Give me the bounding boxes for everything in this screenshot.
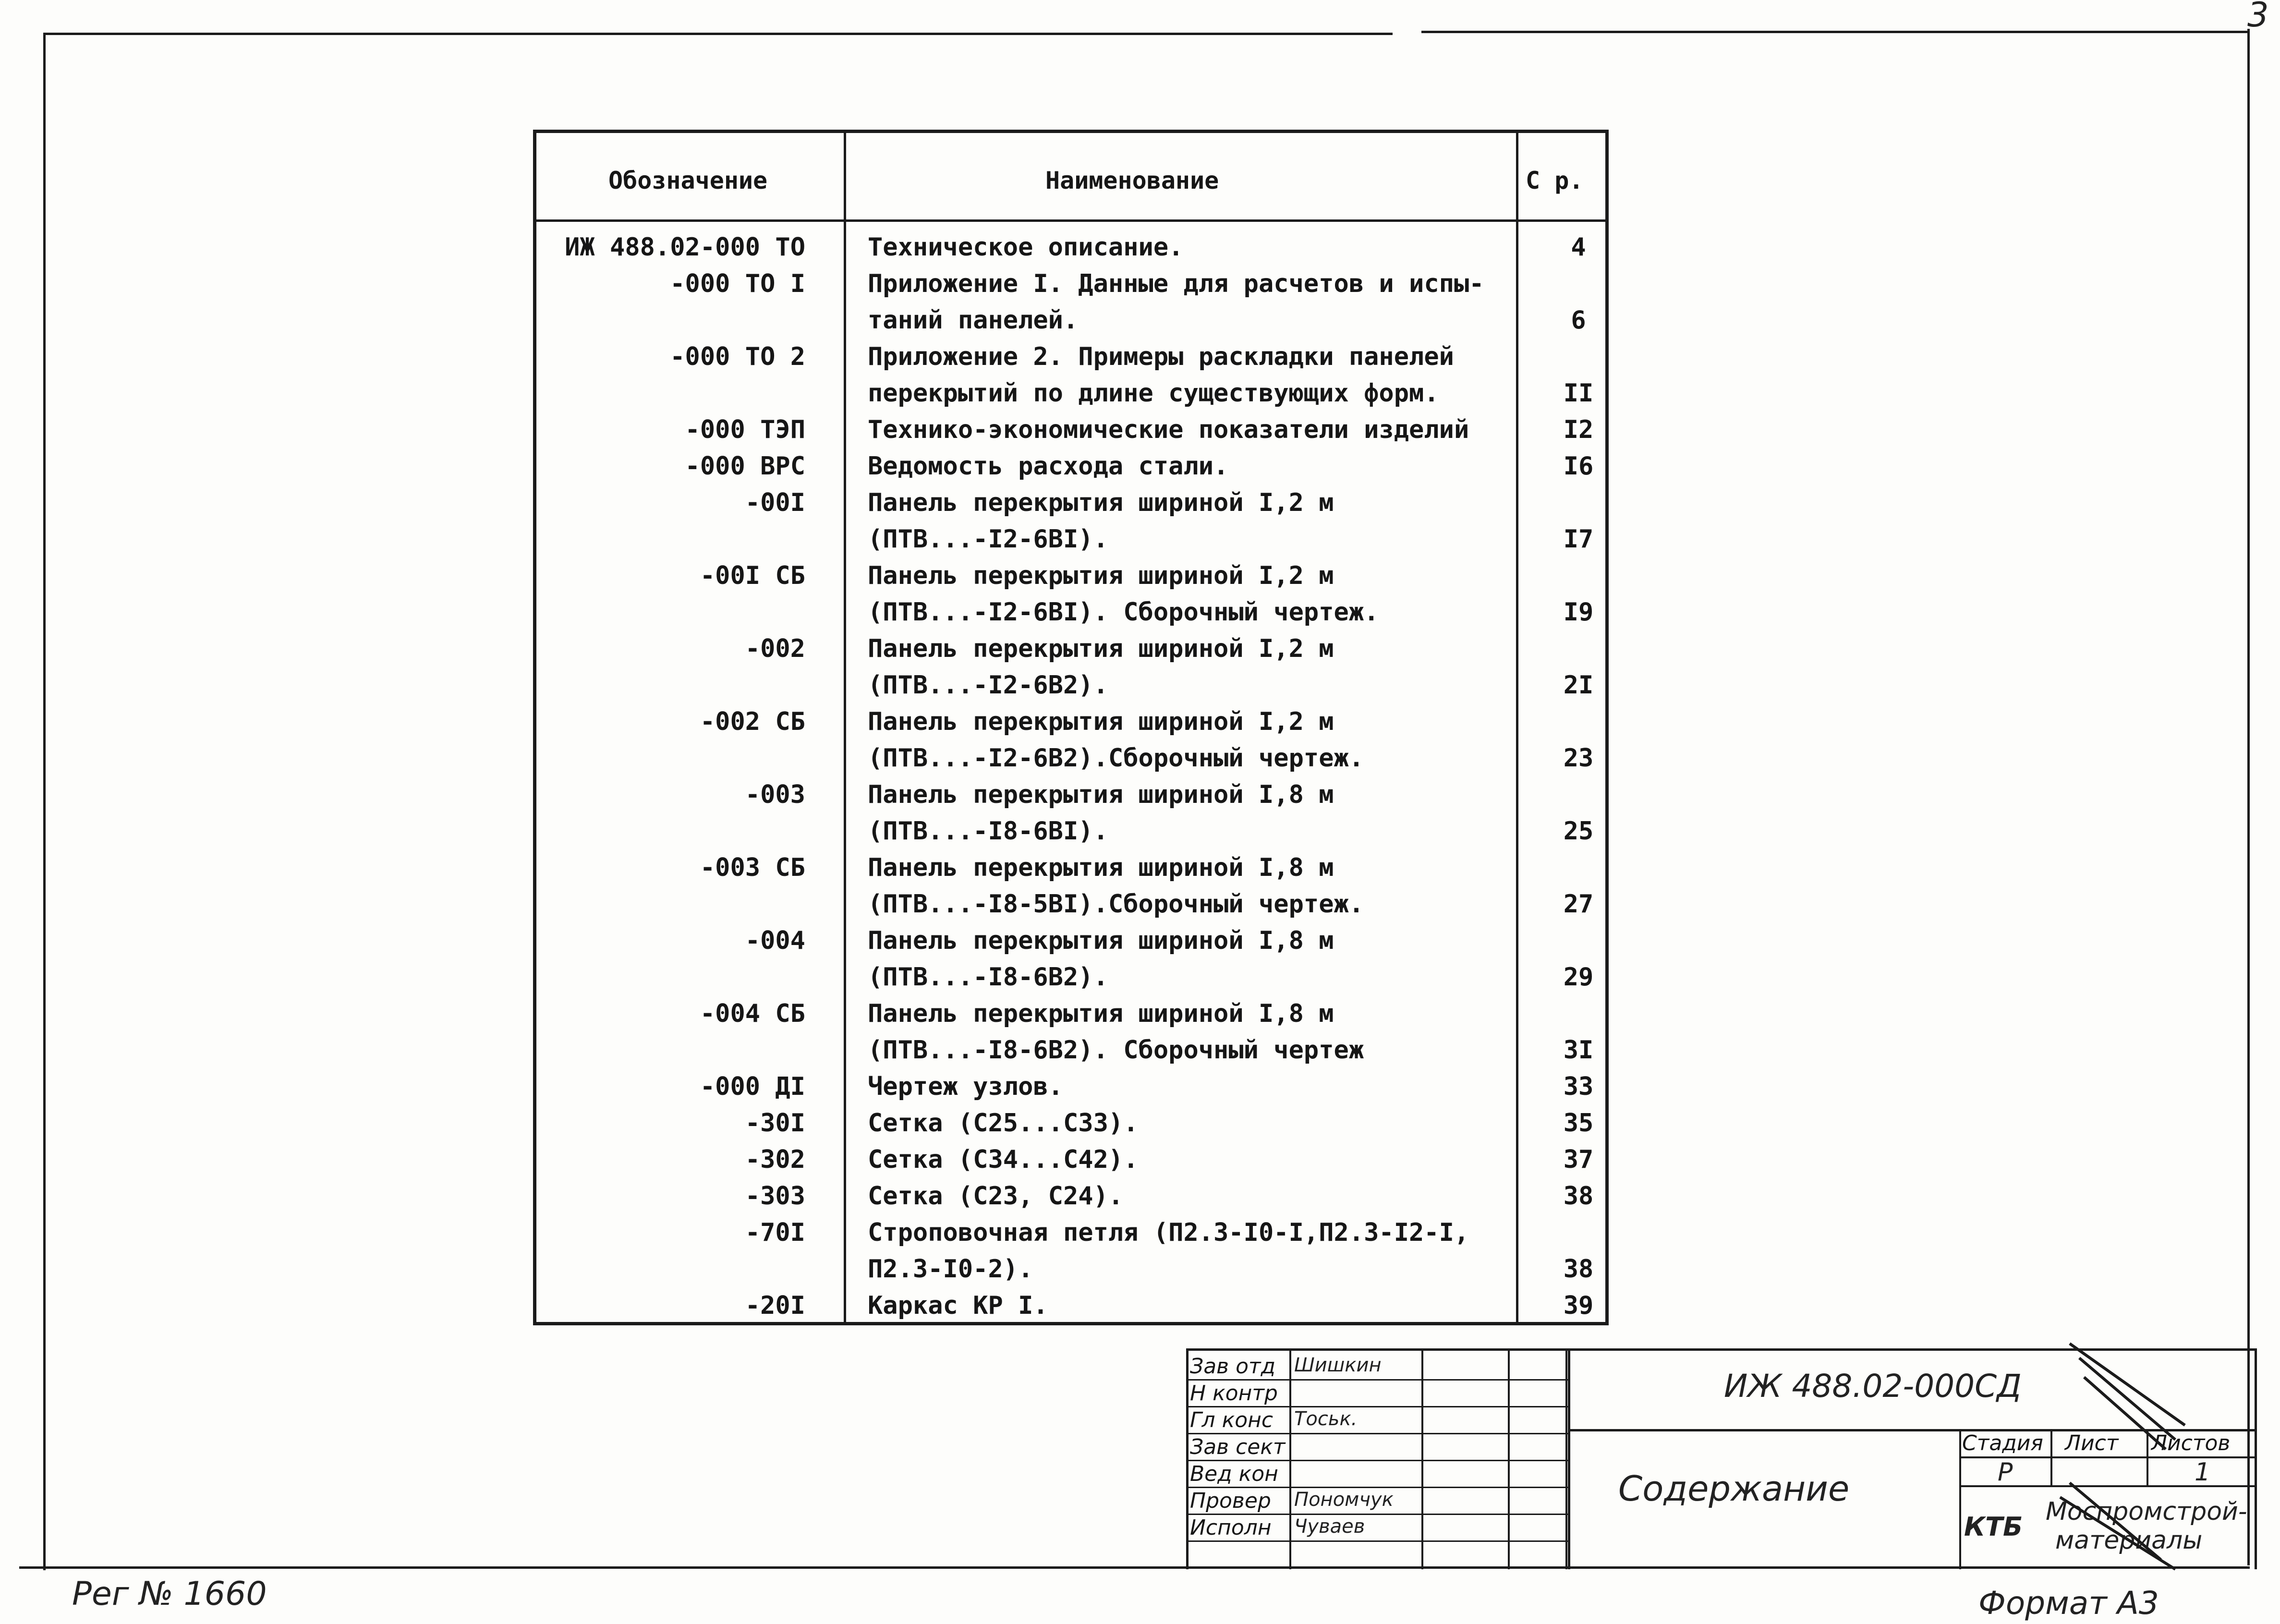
table-row xyxy=(536,229,1605,266)
row-designation: -000 ТО 2 xyxy=(670,342,805,371)
row-name-line: Панель перекрытия шириной I,8 м xyxy=(868,780,1334,809)
contents-table xyxy=(533,130,1609,1325)
right-border xyxy=(2247,29,2250,1565)
row-page: I6 xyxy=(1563,452,1594,481)
row-page: 2I xyxy=(1563,671,1594,700)
tb-row-divider xyxy=(1186,1406,1568,1407)
table-row xyxy=(536,266,1605,339)
row-name-line: Каркас КР I. xyxy=(868,1291,1048,1320)
row-page: 37 xyxy=(1563,1145,1594,1174)
row-page: 29 xyxy=(1563,963,1594,992)
tb-signature: Шишкин xyxy=(1294,1354,1382,1376)
row-designation: -30I xyxy=(745,1109,805,1138)
row-designation: -303 xyxy=(745,1182,805,1211)
row-name-line: (ПТВ...-I8-6В2). xyxy=(868,963,1108,992)
tb-role-label: Вед кон xyxy=(1190,1462,1278,1486)
row-name-line: Чертеж узлов. xyxy=(868,1072,1063,1101)
left-border xyxy=(43,34,46,1570)
row-name-line: (ПТВ...-I2-6В2). xyxy=(868,671,1108,700)
tb-row-divider xyxy=(1186,1433,1568,1434)
sheet-label: Лист xyxy=(2065,1431,2119,1455)
table-row xyxy=(536,339,1605,412)
row-page: I2 xyxy=(1563,415,1594,444)
row-designation: -000 ТЭП xyxy=(685,415,805,444)
row-page: 33 xyxy=(1563,1072,1594,1101)
row-designation: -003 xyxy=(745,780,805,809)
table-row xyxy=(536,1178,1605,1214)
tb-signature: Чуваев xyxy=(1294,1515,1365,1538)
row-page: 6 xyxy=(1571,306,1586,335)
stage-label: Стадия xyxy=(1962,1431,2043,1455)
table-row xyxy=(536,448,1605,485)
table-row xyxy=(536,995,1605,1068)
tb-v5 xyxy=(1565,1348,1567,1569)
row-name-line: Панель перекрытия шириной I,2 м xyxy=(868,634,1334,663)
row-name-line: Технико-экономические показатели изделий xyxy=(868,415,1469,444)
table-row xyxy=(536,1105,1605,1141)
table-row xyxy=(536,630,1605,703)
top-border-right xyxy=(1421,31,2247,33)
table-row xyxy=(536,1214,1605,1287)
row-name-line: Ведомость расхода стали. xyxy=(868,452,1229,481)
row-page: 23 xyxy=(1563,744,1594,773)
row-name-line: Панель перекрытия шириной I,2 м xyxy=(868,707,1334,736)
tb-role-label: Зав сект xyxy=(1190,1435,1286,1459)
hatch-marks xyxy=(2041,1329,2243,1579)
row-designation: -20I xyxy=(745,1291,805,1320)
row-name-line: (ПТВ...-I8-6ВI). xyxy=(868,817,1108,846)
row-page: 25 xyxy=(1563,817,1594,846)
row-designation: -000 ТО I xyxy=(670,269,805,298)
row-name-line: (ПТВ...-I2-6ВI). xyxy=(868,525,1108,554)
tb-v3 xyxy=(1508,1348,1510,1569)
row-name-line: П2.3-I0-2). xyxy=(868,1255,1033,1284)
row-designation: -000 ВРС xyxy=(685,452,805,481)
org-abbr: КТБ xyxy=(1964,1512,2023,1542)
header-name: Наименование xyxy=(1045,167,1219,194)
tb-signature: Тоськ. xyxy=(1294,1408,1358,1430)
table-row xyxy=(536,1287,1605,1324)
title-block xyxy=(1186,1348,2257,1574)
row-page: 35 xyxy=(1563,1109,1594,1138)
tb-role-label: Исполн xyxy=(1190,1515,1272,1540)
table-row xyxy=(536,849,1605,922)
table-row xyxy=(536,922,1605,995)
row-name-line: (ПТВ...-I2-6ВI). Сборочный чертеж. xyxy=(868,598,1379,627)
row-designation: -002 xyxy=(745,634,805,663)
table-row xyxy=(536,1141,1605,1178)
row-page: 38 xyxy=(1563,1255,1594,1284)
tb-v1 xyxy=(1289,1348,1291,1569)
format-note: Формат А3 xyxy=(1978,1585,2159,1622)
row-designation: -00I xyxy=(745,488,805,517)
row-name-line: Панель перекрытия шириной I,2 м xyxy=(868,561,1334,590)
tb-role-label: Провер xyxy=(1190,1489,1271,1513)
tb-stage-left xyxy=(1959,1429,1961,1569)
row-designation: -70I xyxy=(745,1218,805,1247)
row-name-line: таний панелей. xyxy=(868,306,1079,335)
tb-row-divider xyxy=(1186,1540,1568,1542)
sheets-label: Листов xyxy=(2151,1431,2231,1455)
row-designation: ИЖ 488.02-000 ТО xyxy=(565,233,805,262)
tb-row-divider xyxy=(1186,1460,1568,1461)
doc-code: ИЖ 488.02-000СД xyxy=(1724,1368,2022,1405)
tb-row-divider xyxy=(1186,1514,1568,1515)
table-row xyxy=(536,703,1605,776)
table-row xyxy=(536,412,1605,448)
tb-main-split xyxy=(1568,1348,1570,1569)
row-name-line: Сетка (С34...С42). xyxy=(868,1145,1139,1174)
tb-row-divider xyxy=(1186,1487,1568,1488)
table-row xyxy=(536,557,1605,630)
row-name-line: перекрытий по длине существующих форм. xyxy=(868,379,1439,408)
tb-row-divider xyxy=(1186,1379,1568,1381)
row-designation: -004 СБ xyxy=(700,999,805,1028)
header-divider xyxy=(536,219,1605,222)
table-row xyxy=(536,485,1605,557)
tb-role-label: Гл конс xyxy=(1190,1408,1273,1432)
reg-number: Рег № 1660 xyxy=(72,1575,267,1613)
sheet-mark: 3 xyxy=(2247,0,2269,35)
row-name-line: Панель перекрытия шириной I,8 м xyxy=(868,999,1334,1028)
sheets-value: 1 xyxy=(2195,1458,2211,1487)
row-page: II xyxy=(1563,379,1594,408)
row-page: I9 xyxy=(1563,598,1594,627)
row-designation: -000 ДI xyxy=(700,1072,805,1101)
tb-role-label: Зав отд xyxy=(1190,1354,1276,1379)
row-designation: -00I СБ xyxy=(700,561,805,590)
row-name-line: Сетка (С25...С33). xyxy=(868,1109,1139,1138)
stage-value: Р xyxy=(1998,1458,2013,1487)
tb-left xyxy=(1186,1348,1189,1569)
row-name-line: Сетка (С23, С24). xyxy=(868,1182,1124,1211)
top-border-left xyxy=(43,33,1393,35)
row-name-line: Техническое описание. xyxy=(868,233,1184,262)
row-name-line: (ПТВ...-I8-5ВI).Сборочный чертеж. xyxy=(868,890,1364,919)
row-page: 27 xyxy=(1563,890,1594,919)
row-page: I7 xyxy=(1563,525,1594,554)
row-designation: -302 xyxy=(745,1145,805,1174)
tb-role-label: Н контр xyxy=(1190,1381,1278,1406)
row-page: 4 xyxy=(1571,233,1586,262)
row-name-line: Приложение I. Данные для расчетов и испы- xyxy=(868,269,1484,298)
org-name-line1: Моспромстрой- xyxy=(2046,1497,2247,1526)
table-row xyxy=(536,1068,1605,1105)
table-row xyxy=(536,776,1605,849)
tb-signature: Пономчук xyxy=(1294,1489,1394,1511)
row-page: 38 xyxy=(1563,1182,1594,1211)
tb-v2 xyxy=(1421,1348,1423,1569)
row-name-line: Строповочная петля (П2.3-I0-I,П2.3-I2-I, xyxy=(868,1218,1469,1247)
row-name-line: Панель перекрытия шириной I,8 м xyxy=(868,853,1334,882)
row-designation: -003 СБ xyxy=(700,853,805,882)
doc-title: Содержание xyxy=(1618,1468,1850,1509)
header-page: С р. xyxy=(1526,167,1584,194)
row-name-line: (ПТВ...-I8-6В2). Сборочный чертеж xyxy=(868,1036,1364,1065)
row-designation: -004 xyxy=(745,926,805,955)
row-page: 39 xyxy=(1563,1291,1594,1320)
row-name-line: (ПТВ...-I2-6В2).Сборочный чертеж. xyxy=(868,744,1364,773)
header-designation: Обозначение xyxy=(608,167,768,194)
row-name-line: Панель перекрытия шириной I,2 м xyxy=(868,488,1334,517)
row-designation: -002 СБ xyxy=(700,707,805,736)
tb-right xyxy=(2255,1348,2257,1569)
org-name-line2: материалы xyxy=(2055,1526,2203,1555)
row-name-line: Панель перекрытия шириной I,8 м xyxy=(868,926,1334,955)
row-page: 3I xyxy=(1563,1036,1594,1065)
row-name-line: Приложение 2. Примеры раскладки панелей xyxy=(868,342,1454,371)
